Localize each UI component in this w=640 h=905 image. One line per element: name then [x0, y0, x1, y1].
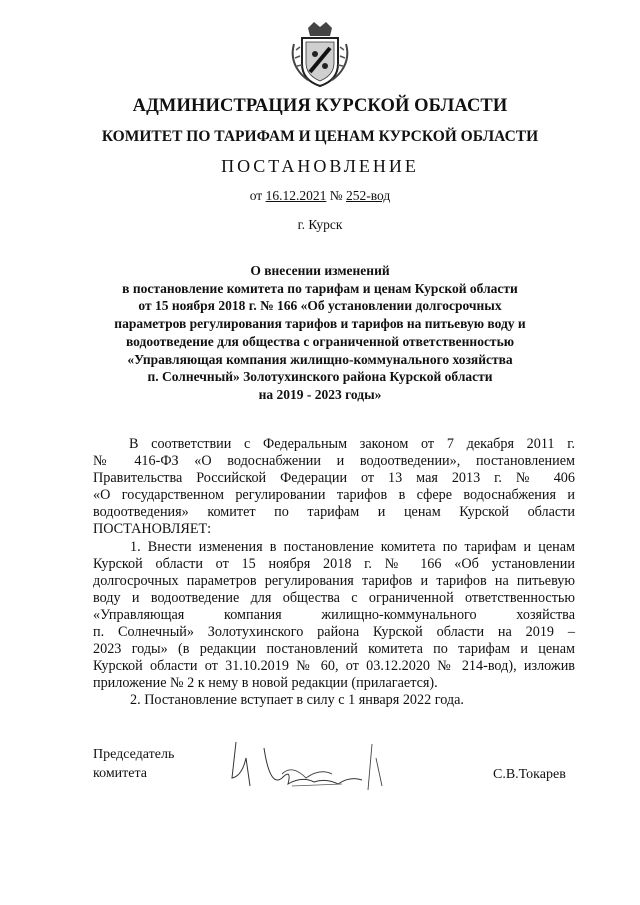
- committee-name: КОМИТЕТ ПО ТАРИФАМ И ЦЕНАМ КУРСКОЙ ОБЛАСТИ: [101, 128, 539, 145]
- preamble-line: В соответствии с Федеральным законом от 7 декабря 2011 г.: [129, 436, 575, 452]
- preamble-line: № 416-ФЗ «О водоснабжении и водоотведении», постановлением: [93, 453, 575, 470]
- document-date: 16.12.2021: [265, 188, 327, 203]
- city: г. Курск: [297, 217, 343, 232]
- coat-of-arms-icon: [288, 18, 352, 90]
- item1-line: приложение № 2 к нему в новой редакции (прилагается).: [93, 675, 438, 692]
- handwritten-signature: [222, 738, 392, 798]
- item1-line: 1. Внести изменения в постановление комитета по тарифам и ценам: [130, 538, 575, 555]
- title-line: от 15 ноября 2018 г. № 166 «Об установлении долгосрочных: [138, 298, 502, 314]
- signatory-name: С.В.Токарев: [493, 767, 566, 782]
- preamble-line: «О государственном регулировании тарифов в сфере водоснабжения и: [93, 487, 575, 504]
- item1-line: воду и водоотведение для общества с ограниченной ответственностью: [93, 589, 575, 606]
- item1-line: Курской области от 31.10.2019 № 60, от 03.12.2020 № 214-вод), изложив: [93, 658, 575, 675]
- document-title: [80, 262, 560, 404]
- preamble-line: водоотведения» комитет по тарифам и ценам Курской области: [93, 504, 575, 521]
- document-number: 252-вод: [345, 188, 391, 203]
- item1-line: «Управляющая компания жилищно-коммунального хозяйства: [93, 606, 575, 623]
- document-body: [93, 436, 575, 710]
- item1-line: п. Солнечный» Золотухинского района Курской области на 2019 –: [93, 624, 575, 641]
- preamble-line: Правительства Российской Федерации от 13 мая 2013 г. № 406: [93, 470, 575, 487]
- preamble-line: ПОСТАНОВЛЯЕТ:: [93, 521, 212, 538]
- title-line: водоотведение для общества с ограниченной ответственностью: [125, 333, 515, 349]
- item1-line: Курской области от 15 ноября 2018 г. № 166 «Об установлении: [93, 555, 575, 572]
- title-line: в постановление комитета по тарифам и ценам Курской области: [122, 280, 518, 296]
- title-line: п. Солнечный» Золотухинского района Курской области: [147, 369, 493, 385]
- item1-line: 2023 годы» (в редакции постановлений комитета по тарифам и ценам: [93, 641, 575, 658]
- document-type: ПОСТАНОВЛЕНИЕ: [221, 156, 419, 176]
- signatory-position: Председатель комитета: [93, 747, 175, 781]
- title-line: О внесении изменений: [250, 263, 390, 278]
- title-line: на 2019 - 2023 годы»: [258, 386, 382, 402]
- item2-line: 2. Постановление вступает в силу с 1 января 2022 года.: [130, 692, 464, 709]
- organization-name: АДМИНИСТРАЦИЯ КУРСКОЙ ОБЛАСТИ: [132, 96, 508, 116]
- title-line: параметров регулирования тарифов и тарифов на питьевую воду и: [114, 316, 526, 332]
- date-number-line: от 16.12.2021 № 252-вод: [249, 188, 391, 203]
- item1-line: долгосрочных параметров регулирования тарифов и тарифов на питьевую: [93, 572, 575, 589]
- title-line: «Управляющая компания жилищно-коммунального хозяйства: [127, 351, 513, 367]
